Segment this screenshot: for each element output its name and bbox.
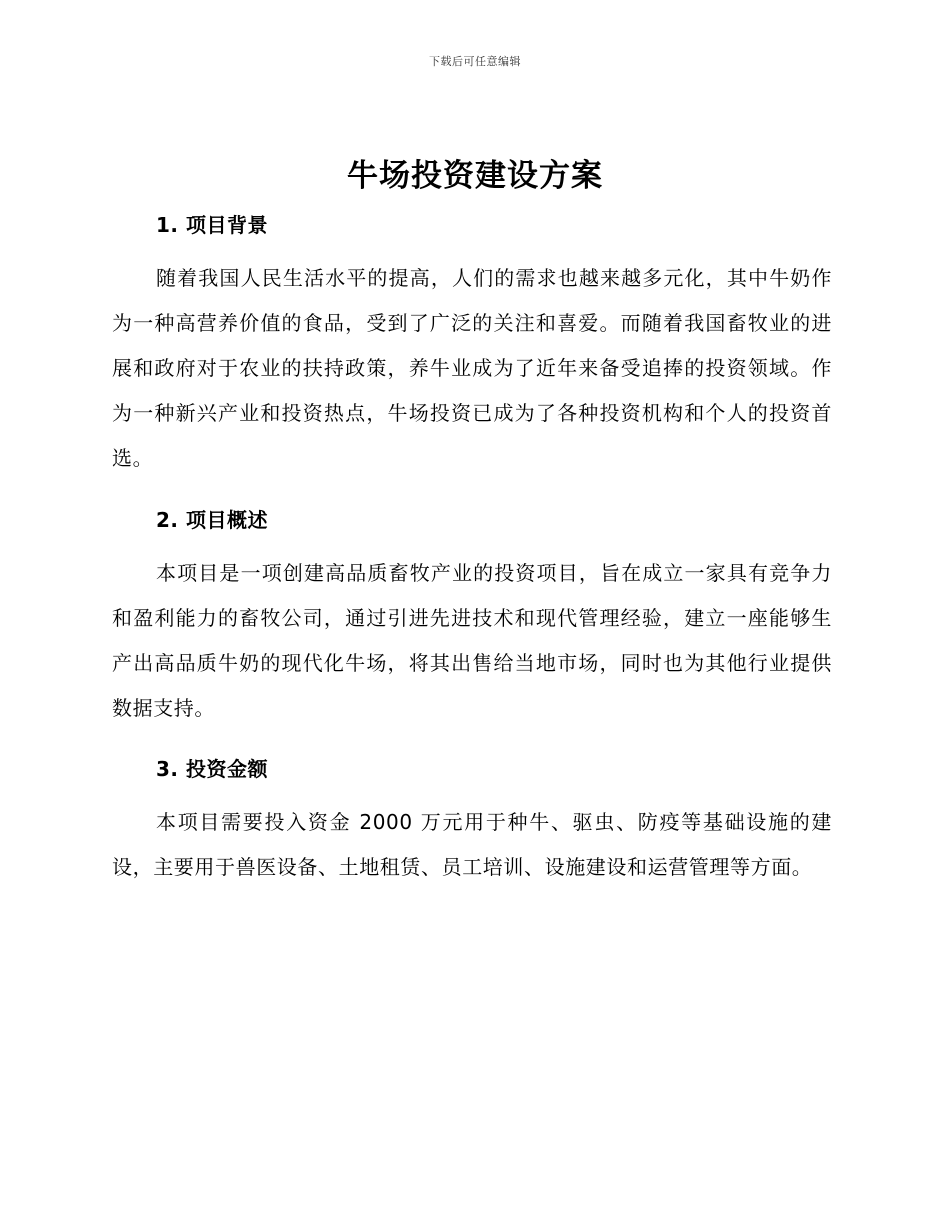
section-heading-investment: 3. 投资金额	[156, 757, 268, 781]
document-title: 牛场投资建设方案	[347, 158, 603, 194]
section-paragraph-overview: 本项目是一项创建高品质畜牧产业的投资项目，旨在成立一家具有竞争力和盈利能力的畜牧公司，通过引进先进技术和现代管理经验，建立一座能够生产出高品质牛奶的现代化牛场，将其出售给当地市场，同时也为其他行业提供数据支持。	[112, 561, 832, 720]
page-header: 下载后可任意编辑	[429, 55, 521, 68]
section-heading-overview: 2. 项目概述	[156, 508, 268, 532]
section-heading-background: 1. 项目背景	[156, 213, 268, 237]
section-paragraph-investment: 本项目需要投入资金 2000 万元用于种牛、驱虫、防疫等基础设施的建设，主要用于兽医设备、土地租赁、员工培训、设施建设和运营管理等方面。	[112, 810, 832, 879]
section-paragraph-background: 随着我国人民生活水平的提高，人们的需求也越来越多元化，其中牛奶作为一种高营养价值的食品，受到了广泛的关注和喜爱。而随着我国畜牧业的进展和政府对于农业的扶持政策，养牛业成为了近年来备受追捧的投资领域。作为一种新兴产业和投资热点，牛场投资已成为了各种投资机构和个人的投资首选。	[112, 266, 832, 470]
